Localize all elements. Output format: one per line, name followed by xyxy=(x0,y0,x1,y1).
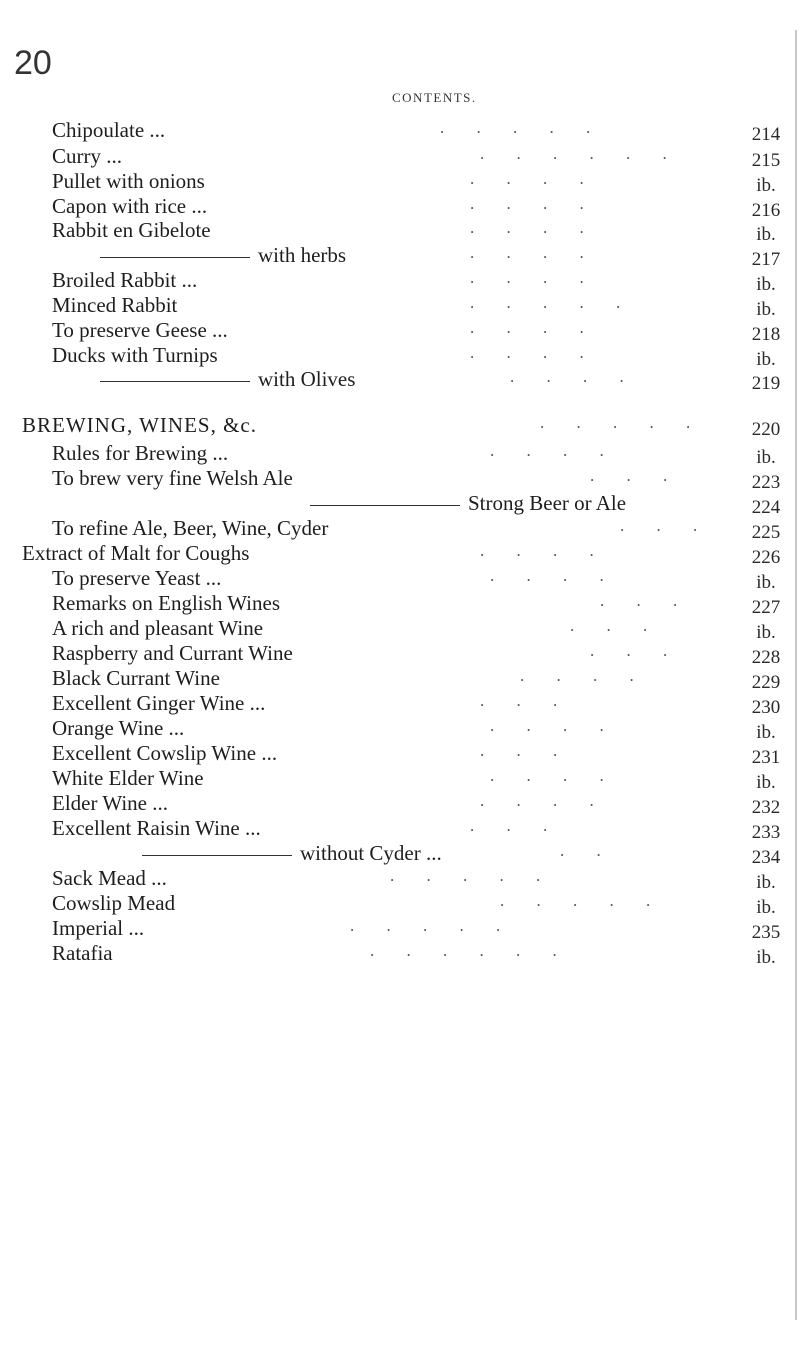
page-ref: 224 xyxy=(751,497,781,518)
toc-entry xyxy=(0,144,800,172)
ditto-rule xyxy=(100,381,250,382)
entry-title xyxy=(52,741,277,766)
entry-title-text: Ratafia xyxy=(52,941,113,965)
entry-title xyxy=(52,691,265,716)
running-head: CONTENTS. xyxy=(392,90,477,105)
toc-entry xyxy=(0,791,800,819)
entry-title-text: Elder Wine ... xyxy=(52,791,168,815)
toc-entry xyxy=(0,516,800,544)
page-ref: 228 xyxy=(751,647,781,668)
entry-title xyxy=(52,118,165,143)
entry-title-text: Chipoulate ... xyxy=(52,118,166,142)
toc-entry xyxy=(0,541,800,569)
leader-dots: . . . xyxy=(590,466,682,485)
entry-title xyxy=(52,816,261,841)
leader-dots: . . . . . xyxy=(350,916,515,935)
page-ref: ib. xyxy=(756,622,776,643)
page-ref: 220 xyxy=(751,419,781,440)
toc-entry xyxy=(0,591,800,619)
leader-dots: . . . . . xyxy=(500,891,665,910)
entry-title-text: To preserve Yeast ... xyxy=(52,566,222,590)
entry-title xyxy=(52,641,293,666)
entry-title xyxy=(100,243,346,268)
leader-dots: . . . . . xyxy=(390,866,555,885)
page-ref: 223 xyxy=(751,472,781,493)
leader-dots: . . . . xyxy=(470,169,598,188)
leader-dots: . . . . xyxy=(490,766,618,785)
entry-title-text: Minced Rabbit xyxy=(52,293,178,317)
entry-title xyxy=(52,144,122,169)
leader-dots: . . . . . xyxy=(540,413,705,432)
page-ref: 229 xyxy=(751,672,781,693)
leader-dots: . . . . . . xyxy=(370,941,571,960)
page-ref: ib. xyxy=(756,349,776,370)
leader-dots: . . . xyxy=(470,816,562,835)
entry-title xyxy=(310,491,626,516)
leader-dots: . . . . . . xyxy=(480,144,681,163)
entry-title-text: Broiled Rabbit ... xyxy=(52,268,198,292)
entry-title xyxy=(52,268,197,293)
leader-dots: . . . . xyxy=(470,318,598,337)
entry-title xyxy=(52,343,218,368)
page-ref: 214 xyxy=(751,124,781,145)
leader-dots: . . . . . xyxy=(470,293,635,312)
entry-title xyxy=(52,716,184,741)
entry-title xyxy=(52,194,207,219)
leader-dots: . . . xyxy=(480,691,572,710)
toc-entry xyxy=(0,441,800,469)
entry-title xyxy=(142,841,442,866)
entry-title-text: Extract of Malt for Coughs xyxy=(22,541,250,565)
entry-title-text: To brew very fine Welsh Ale xyxy=(52,466,293,490)
toc-entry xyxy=(0,816,800,844)
toc-entry xyxy=(0,218,800,246)
toc-entry xyxy=(0,268,800,296)
leader-dots: . . . . xyxy=(480,791,608,810)
leader-dots: . . . xyxy=(600,591,692,610)
entry-title-text: Rules for Brewing ... xyxy=(52,441,229,465)
entry-title-text: Rabbit en Gibelote xyxy=(52,218,211,242)
page-ref: 234 xyxy=(751,847,781,868)
leader-dots: . . xyxy=(560,841,615,860)
toc-entry xyxy=(0,243,800,271)
entry-title xyxy=(52,866,167,891)
ditto-rule xyxy=(142,855,292,856)
entry-title xyxy=(52,516,328,541)
page-ref: 231 xyxy=(751,747,781,768)
entry-title-text: Capon with rice ... xyxy=(52,194,208,218)
toc-entry xyxy=(0,566,800,594)
entry-title-text: Orange Wine ... xyxy=(52,716,185,740)
leader-dots: . . . . xyxy=(470,268,598,287)
ditto-rule xyxy=(310,505,460,506)
page-number: 20 xyxy=(14,44,52,82)
entry-title-text: with Olives xyxy=(258,367,356,391)
entry-title-text: Excellent Ginger Wine ... xyxy=(52,691,266,715)
entry-title xyxy=(22,541,249,566)
page-ref: ib. xyxy=(756,274,776,295)
page-ref: 217 xyxy=(751,249,781,270)
page-ref: ib. xyxy=(756,447,776,468)
toc-entry xyxy=(0,491,800,519)
entry-title-text: Excellent Raisin Wine ... xyxy=(52,816,261,840)
entry-title-text: White Elder Wine xyxy=(52,766,204,790)
leader-dots: . . . . xyxy=(470,194,598,213)
toc-entry xyxy=(0,916,800,944)
page-ref: ib. xyxy=(756,872,776,893)
page-ref: 235 xyxy=(751,922,781,943)
page-ref: 226 xyxy=(751,547,781,568)
toc-entry xyxy=(0,118,800,146)
entry-title-text: Raspberry and Currant Wine xyxy=(52,641,293,665)
entry-title-text: Curry ... xyxy=(52,144,122,168)
leader-dots: . . . . xyxy=(510,367,638,386)
page-ref: ib. xyxy=(756,897,776,918)
leader-dots: . . . . xyxy=(490,441,618,460)
page-ref: ib. xyxy=(756,224,776,245)
leader-dots: . . . . xyxy=(490,566,618,585)
entry-title-text: BREWING, WINES, &c. xyxy=(22,413,257,437)
leader-dots: . . . xyxy=(480,741,572,760)
toc-entry xyxy=(0,941,800,969)
section-heading xyxy=(0,413,800,441)
toc-entry xyxy=(0,841,800,869)
entry-title-text: To refine Ale, Beer, Wine, Cyder xyxy=(52,516,329,540)
leader-dots: . . . . xyxy=(470,343,598,362)
toc-entry xyxy=(0,367,800,395)
entry-title-text: Imperial ... xyxy=(52,916,145,940)
toc-entry xyxy=(0,766,800,794)
page-ref: ib. xyxy=(756,772,776,793)
page-ref: ib. xyxy=(756,299,776,320)
leader-dots: . . . . xyxy=(470,218,598,237)
toc-entry xyxy=(0,318,800,346)
entry-title-text: Pullet with onions xyxy=(52,169,205,193)
entry-title xyxy=(52,916,144,941)
leader-dots: . . . xyxy=(620,516,712,535)
entry-title xyxy=(52,218,211,243)
page-ref: ib. xyxy=(756,947,776,968)
entry-title xyxy=(52,591,280,616)
toc-entry xyxy=(0,891,800,919)
page-ref: 232 xyxy=(751,797,781,818)
leader-dots: . . . . xyxy=(470,243,598,262)
entry-title-text: Ducks with Turnips xyxy=(52,343,218,367)
page-ref: 230 xyxy=(751,697,781,718)
page-ref: 227 xyxy=(751,597,781,618)
page-ref: 219 xyxy=(751,373,781,394)
entry-title-text: Strong Beer or Ale xyxy=(468,491,627,515)
entry-title-text: To preserve Geese ... xyxy=(52,318,228,342)
page-ref: 216 xyxy=(751,200,781,221)
toc-entry xyxy=(0,169,800,197)
entry-title xyxy=(52,466,293,491)
page-ref: 233 xyxy=(751,822,781,843)
entry-title-text: without Cyder ... xyxy=(300,841,442,865)
leader-dots: . . . . . xyxy=(440,118,605,137)
toc-entry xyxy=(0,641,800,669)
toc-entry xyxy=(0,466,800,494)
entry-title-text: A rich and pleasant Wine xyxy=(52,616,264,640)
entry-title xyxy=(52,891,175,916)
toc-entry xyxy=(0,716,800,744)
entry-title-text: Excellent Cowslip Wine ... xyxy=(52,741,278,765)
entry-title xyxy=(52,293,177,318)
entry-title xyxy=(52,441,228,466)
leader-dots: . . . . xyxy=(520,666,648,685)
entry-title-text: Black Currant Wine xyxy=(52,666,220,690)
toc-entry xyxy=(0,866,800,894)
entry-title xyxy=(52,941,113,966)
toc-entry xyxy=(0,293,800,321)
page-ref: ib. xyxy=(756,572,776,593)
entry-title xyxy=(52,616,263,641)
page-ref: ib. xyxy=(756,722,776,743)
page-ref: 215 xyxy=(751,150,781,171)
page-ref: 225 xyxy=(751,522,781,543)
toc-entry xyxy=(0,691,800,719)
toc-entry xyxy=(0,666,800,694)
entry-title-text: Remarks on English Wines xyxy=(52,591,280,615)
entry-title xyxy=(52,666,220,691)
entry-title-text: Cowslip Mead xyxy=(52,891,176,915)
entry-title xyxy=(52,566,221,591)
page-ref: 218 xyxy=(751,324,781,345)
entry-title-text: with herbs xyxy=(258,243,347,267)
entry-title xyxy=(52,169,205,194)
toc-entry xyxy=(0,616,800,644)
entry-title xyxy=(52,766,204,791)
ditto-rule xyxy=(100,257,250,258)
entry-title xyxy=(52,791,168,816)
entry-title xyxy=(22,413,257,438)
leader-dots: . . . xyxy=(570,616,662,635)
leader-dots: . . . . xyxy=(490,716,618,735)
leader-dots: . . . xyxy=(590,641,682,660)
entry-title xyxy=(52,318,228,343)
leader-dots: . . . . xyxy=(480,541,608,560)
entry-title-text: Sack Mead ... xyxy=(52,866,167,890)
toc-entry xyxy=(0,741,800,769)
entry-title xyxy=(100,367,355,392)
page-ref: ib. xyxy=(756,175,776,196)
